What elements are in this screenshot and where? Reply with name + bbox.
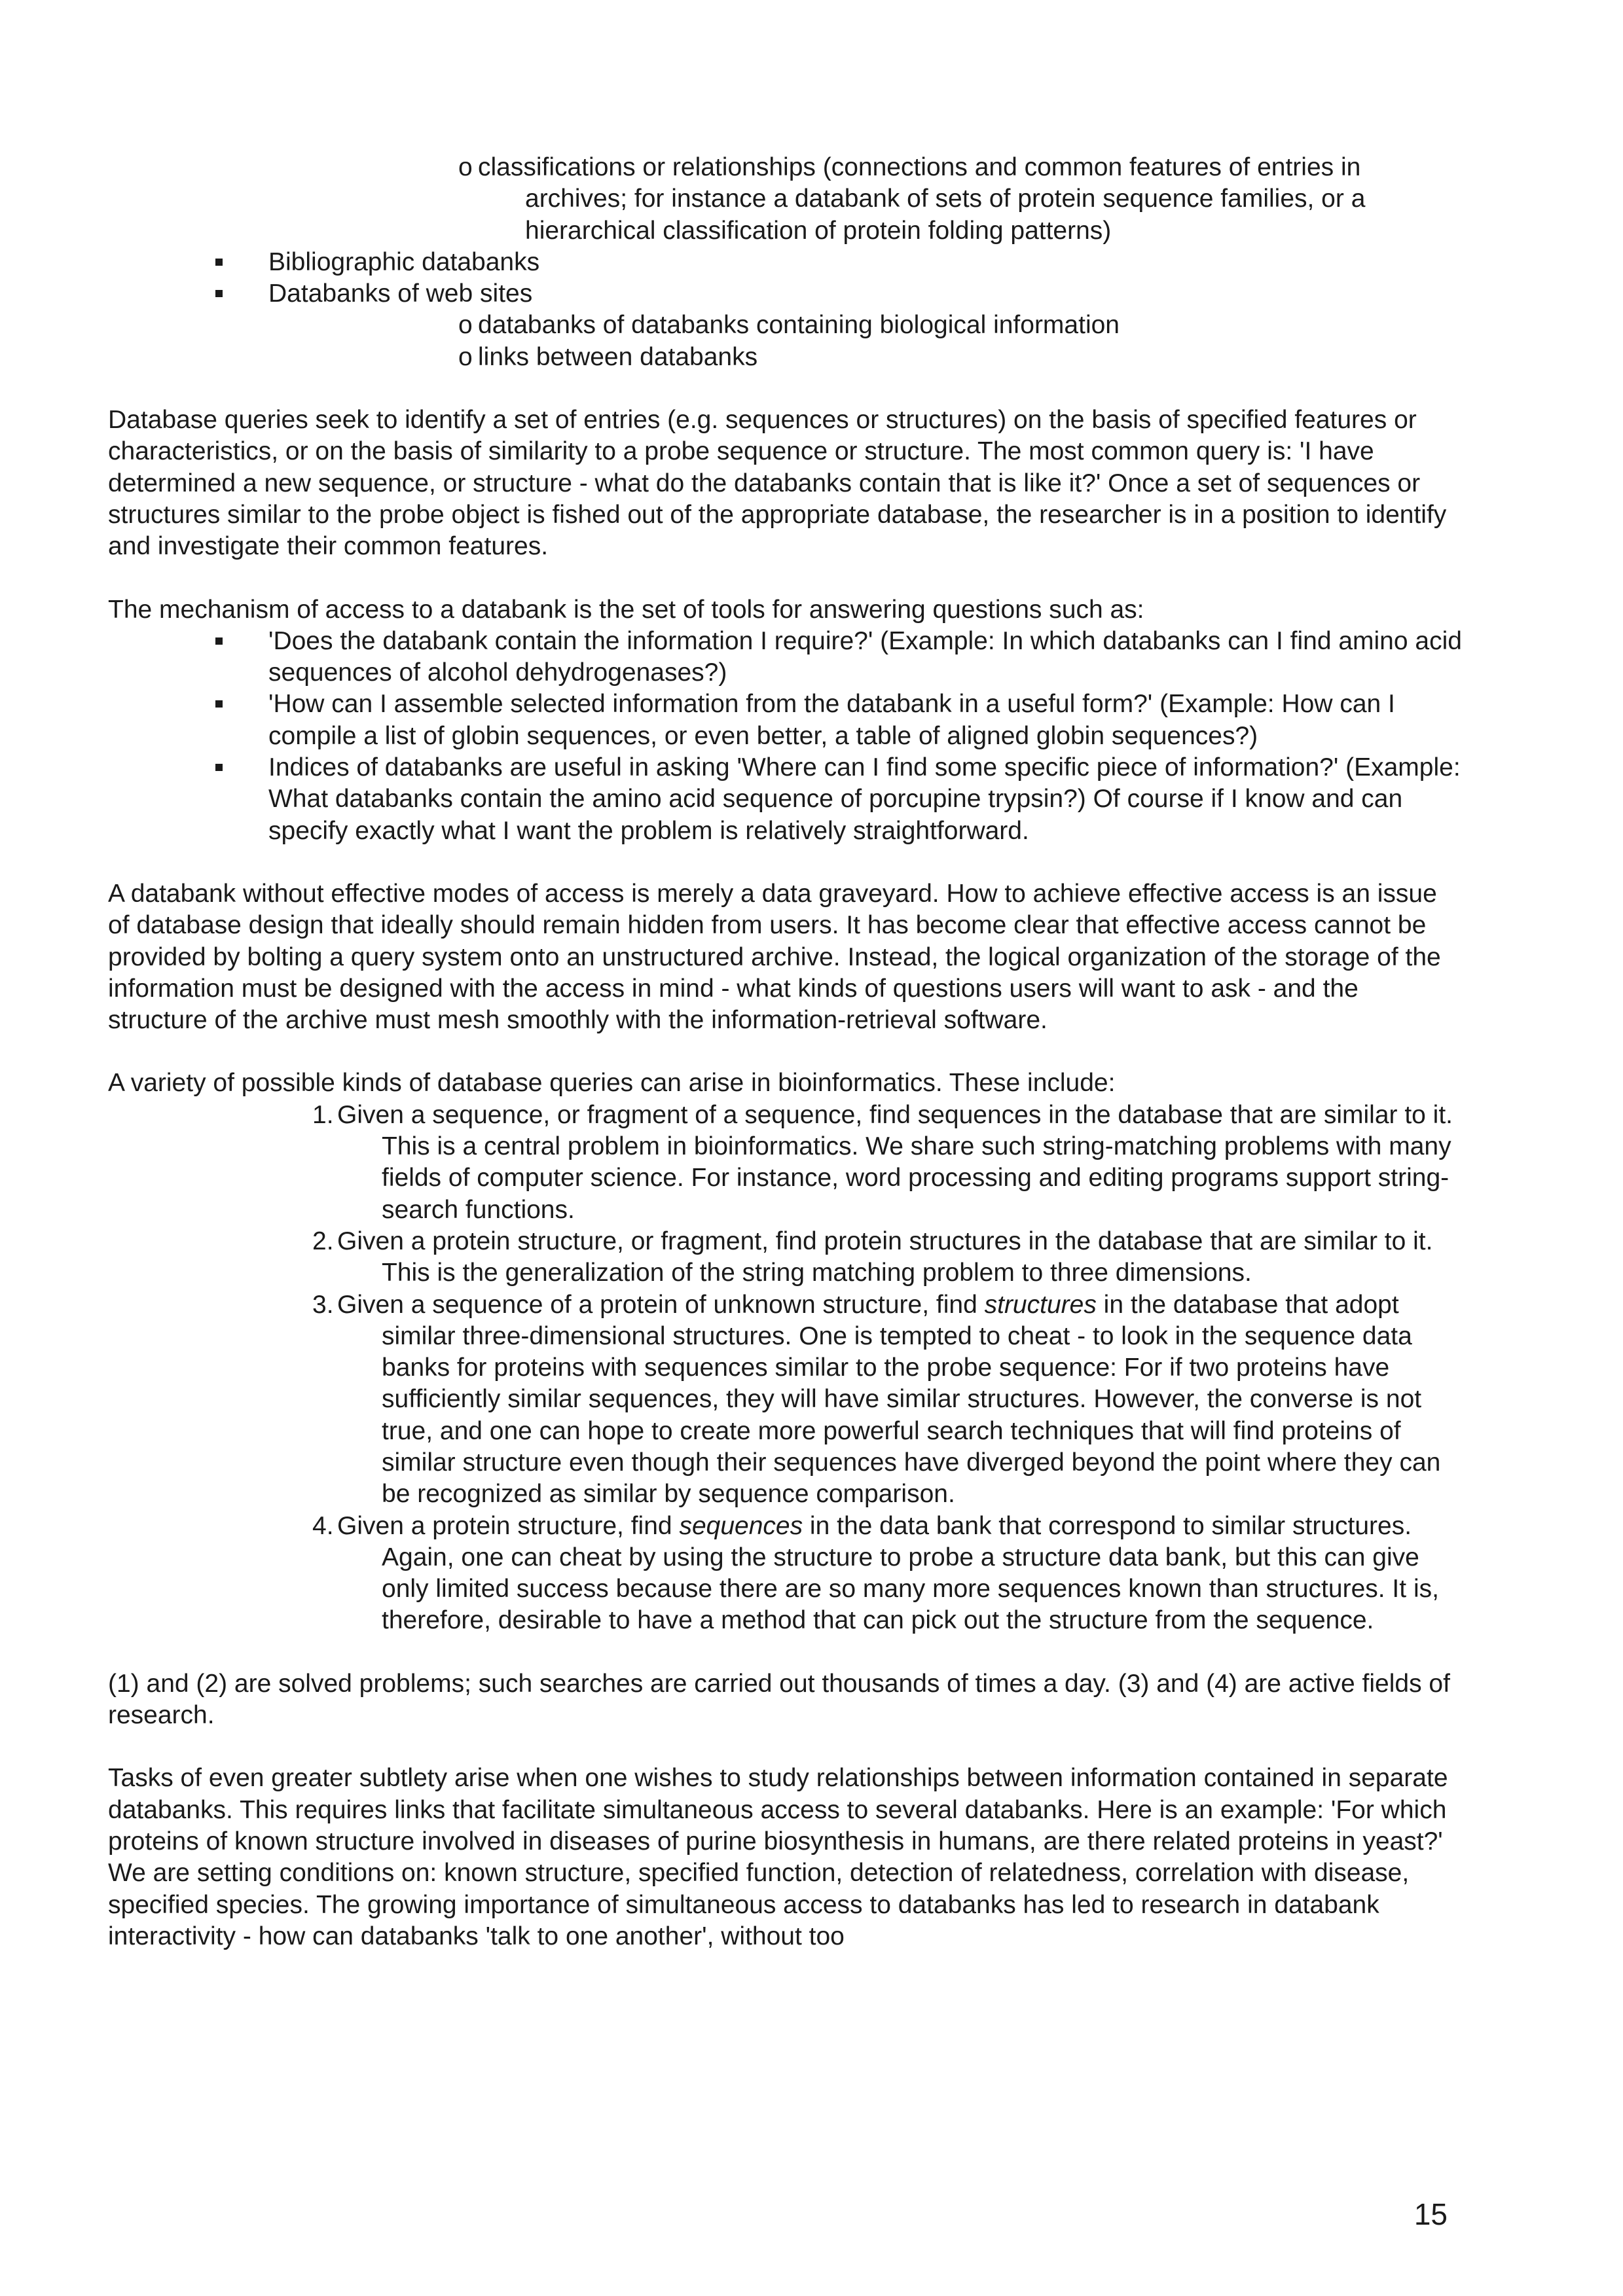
sub-item-continuation: archives; for instance a databank of sets of protein sequence families, or a hierarchical classification of protein folding patterns)	[525, 185, 1366, 245]
circle-bullet-icon: o	[458, 311, 473, 340]
sub-item-text: links between databanks	[478, 342, 758, 371]
page-content	[108, 152, 1463, 1952]
paragraph-access-mechanism: The mechanism of access to a databank is the set of tools for answering questions such as:	[108, 595, 1144, 624]
sub-list-item	[458, 342, 1463, 373]
sub-item-text: databanks of databanks containing biological information	[478, 311, 1120, 340]
bullet-text: 'Does the databank contain the information I require?' (Example: In which databanks can I find amino acid sequences of alcohol dehydrogenases?)	[268, 626, 1462, 687]
numbered-item-text	[337, 1289, 1463, 1511]
sub-list-item	[458, 152, 1463, 247]
paragraph-data-graveyard: A databank without effective modes of access is merely a data graveyard. How to achieve effective access is an issue of database design that ideally should remain hidden from users. It has become clear that effective access cannot be provided by bolting a query system onto an unstructured archive. Instead, the logical organization of the storage of the information must be designed with the access in mind - what kinds of questions users will want to ask - and the structure of the archive must mesh smoothly with the information-retrieval software.	[108, 879, 1441, 1035]
bullet-item	[268, 247, 1463, 278]
bullet-text: 'How can I assemble selected information from the databank in a useful form?' (Example: How can I compile a list of globin sequences, or even better, a table of aligned globin sequences?)	[268, 690, 1395, 750]
item-text: Given a protein structure, find	[337, 1511, 680, 1540]
square-bullet-icon	[215, 700, 223, 708]
item-number: 3.	[312, 1290, 334, 1319]
square-bullet-icon	[215, 290, 223, 297]
item-number: 4.	[312, 1511, 334, 1540]
circle-bullet-icon: o	[458, 153, 473, 181]
bullet-item	[268, 278, 1463, 310]
numbered-item	[312, 1100, 1463, 1226]
bullet-list-questions	[108, 626, 1463, 847]
bullet-item	[268, 689, 1463, 752]
sub-item-first-line: classifications or relationships (connections and common features of entries in	[478, 153, 1361, 181]
sub-list-web-sites	[108, 310, 1463, 373]
paragraph-query-kinds: A variety of possible kinds of database queries can arise in bioinformatics. These include:	[108, 1069, 1116, 1098]
bullet-item	[268, 752, 1463, 847]
numbered-item-text	[337, 1100, 1463, 1226]
numbered-list-queries	[108, 1100, 1463, 1637]
numbered-item-text	[337, 1511, 1463, 1637]
sub-list-top	[108, 152, 1463, 247]
circle-bullet-icon: o	[458, 342, 473, 371]
square-bullet-icon	[215, 259, 223, 266]
item-text: Given a protein structure, or fragment, find protein structures in the database that are similar to it. This is the generalization of the string matching problem to three dimensions.	[337, 1227, 1433, 1287]
item-text: in the database that adopt similar three-dimensional structures. One is tempted to cheat - to look in the sequence data banks for proteins with sequences similar to the probe sequence: For if two proteins have sufficiently similar sequences, they will have similar structures. However, the converse is not true, and one can hope to create more powerful search techniques that will find proteins of similar structure even though their sequences have diverged beyond the point where they can be recognized as similar by sequence comparison.	[382, 1290, 1441, 1509]
bullet-list-databanks	[108, 247, 1463, 310]
item-text: Given a sequence, or fragment of a sequence, find sequences in the database that are similar to it. This is a central problem in bioinformatics. We share such string-matching problems with many fields of computer science. For instance, word processing and editing programs support string-search functions.	[337, 1100, 1453, 1224]
paragraph-database-queries: Database queries seek to identify a set of entries (e.g. sequences or structures) on the basis of specified features or characteristics, or on the basis of similarity to a probe sequence or structure. The most common query is: 'I have determined a new sequence, or structure - what do the databanks contain that is like it?' Once a set of sequences or structures similar to the probe object is fished out of the appropriate database, the researcher is in a position to identify and investigate their common features.	[108, 406, 1447, 561]
square-bullet-icon	[215, 764, 223, 771]
sub-list-item	[458, 310, 1463, 341]
numbered-item-text	[337, 1226, 1463, 1289]
item-number: 2.	[312, 1227, 334, 1255]
bullet-text: Indices of databanks are useful in asking 'Where can I find some specific piece of information?' (Example: What databanks contain the amino acid sequence of porcupine trypsin?) Of course if I know and can specify exactly what I want the problem is relatively straightforward.	[268, 753, 1461, 845]
numbered-item	[312, 1226, 1463, 1289]
item-emphasis: sequences	[679, 1511, 803, 1540]
item-emphasis: structures	[984, 1290, 1097, 1319]
item-number: 1.	[312, 1100, 334, 1129]
item-text: Given a sequence of a protein of unknown structure, find	[337, 1290, 985, 1319]
bullet-text: Databanks of web sites	[268, 279, 533, 308]
item-text: in the data bank that correspond to similar structures. Again, one can cheat by using the structure to probe a structure data bank, but this can give only limited success because there are so many more sequences known than structures. It is, therefore, desirable to have a method that can pick out the structure from the sequence.	[382, 1511, 1439, 1635]
numbered-item	[312, 1289, 1463, 1511]
numbered-item	[312, 1511, 1463, 1637]
paragraph-databank-interactivity: Tasks of even greater subtlety arise when one wishes to study relationships between information contained in separate databanks. This requires links that facilitate simultaneous access to several databanks. Here is an example: 'For which proteins of known structure involved in diseases of purine biosynthesis in humans, are there related proteins in yeast?' We are setting conditions on: known structure, specified function, detection of relatedness, correlation with disease, specified species. The growing importance of simultaneous access to databanks has led to research in databank interactivity - how can databanks 'talk to one another', without too	[108, 1764, 1448, 1950]
page-number: 15	[1413, 2197, 1448, 2231]
paragraph-solved-problems: (1) and (2) are solved problems; such searches are carried out thousands of times a day. (3) and (4) are active fields of research.	[108, 1669, 1450, 1730]
bullet-text: Bibliographic databanks	[268, 247, 540, 276]
square-bullet-icon	[215, 637, 223, 645]
bullet-item	[268, 626, 1463, 689]
